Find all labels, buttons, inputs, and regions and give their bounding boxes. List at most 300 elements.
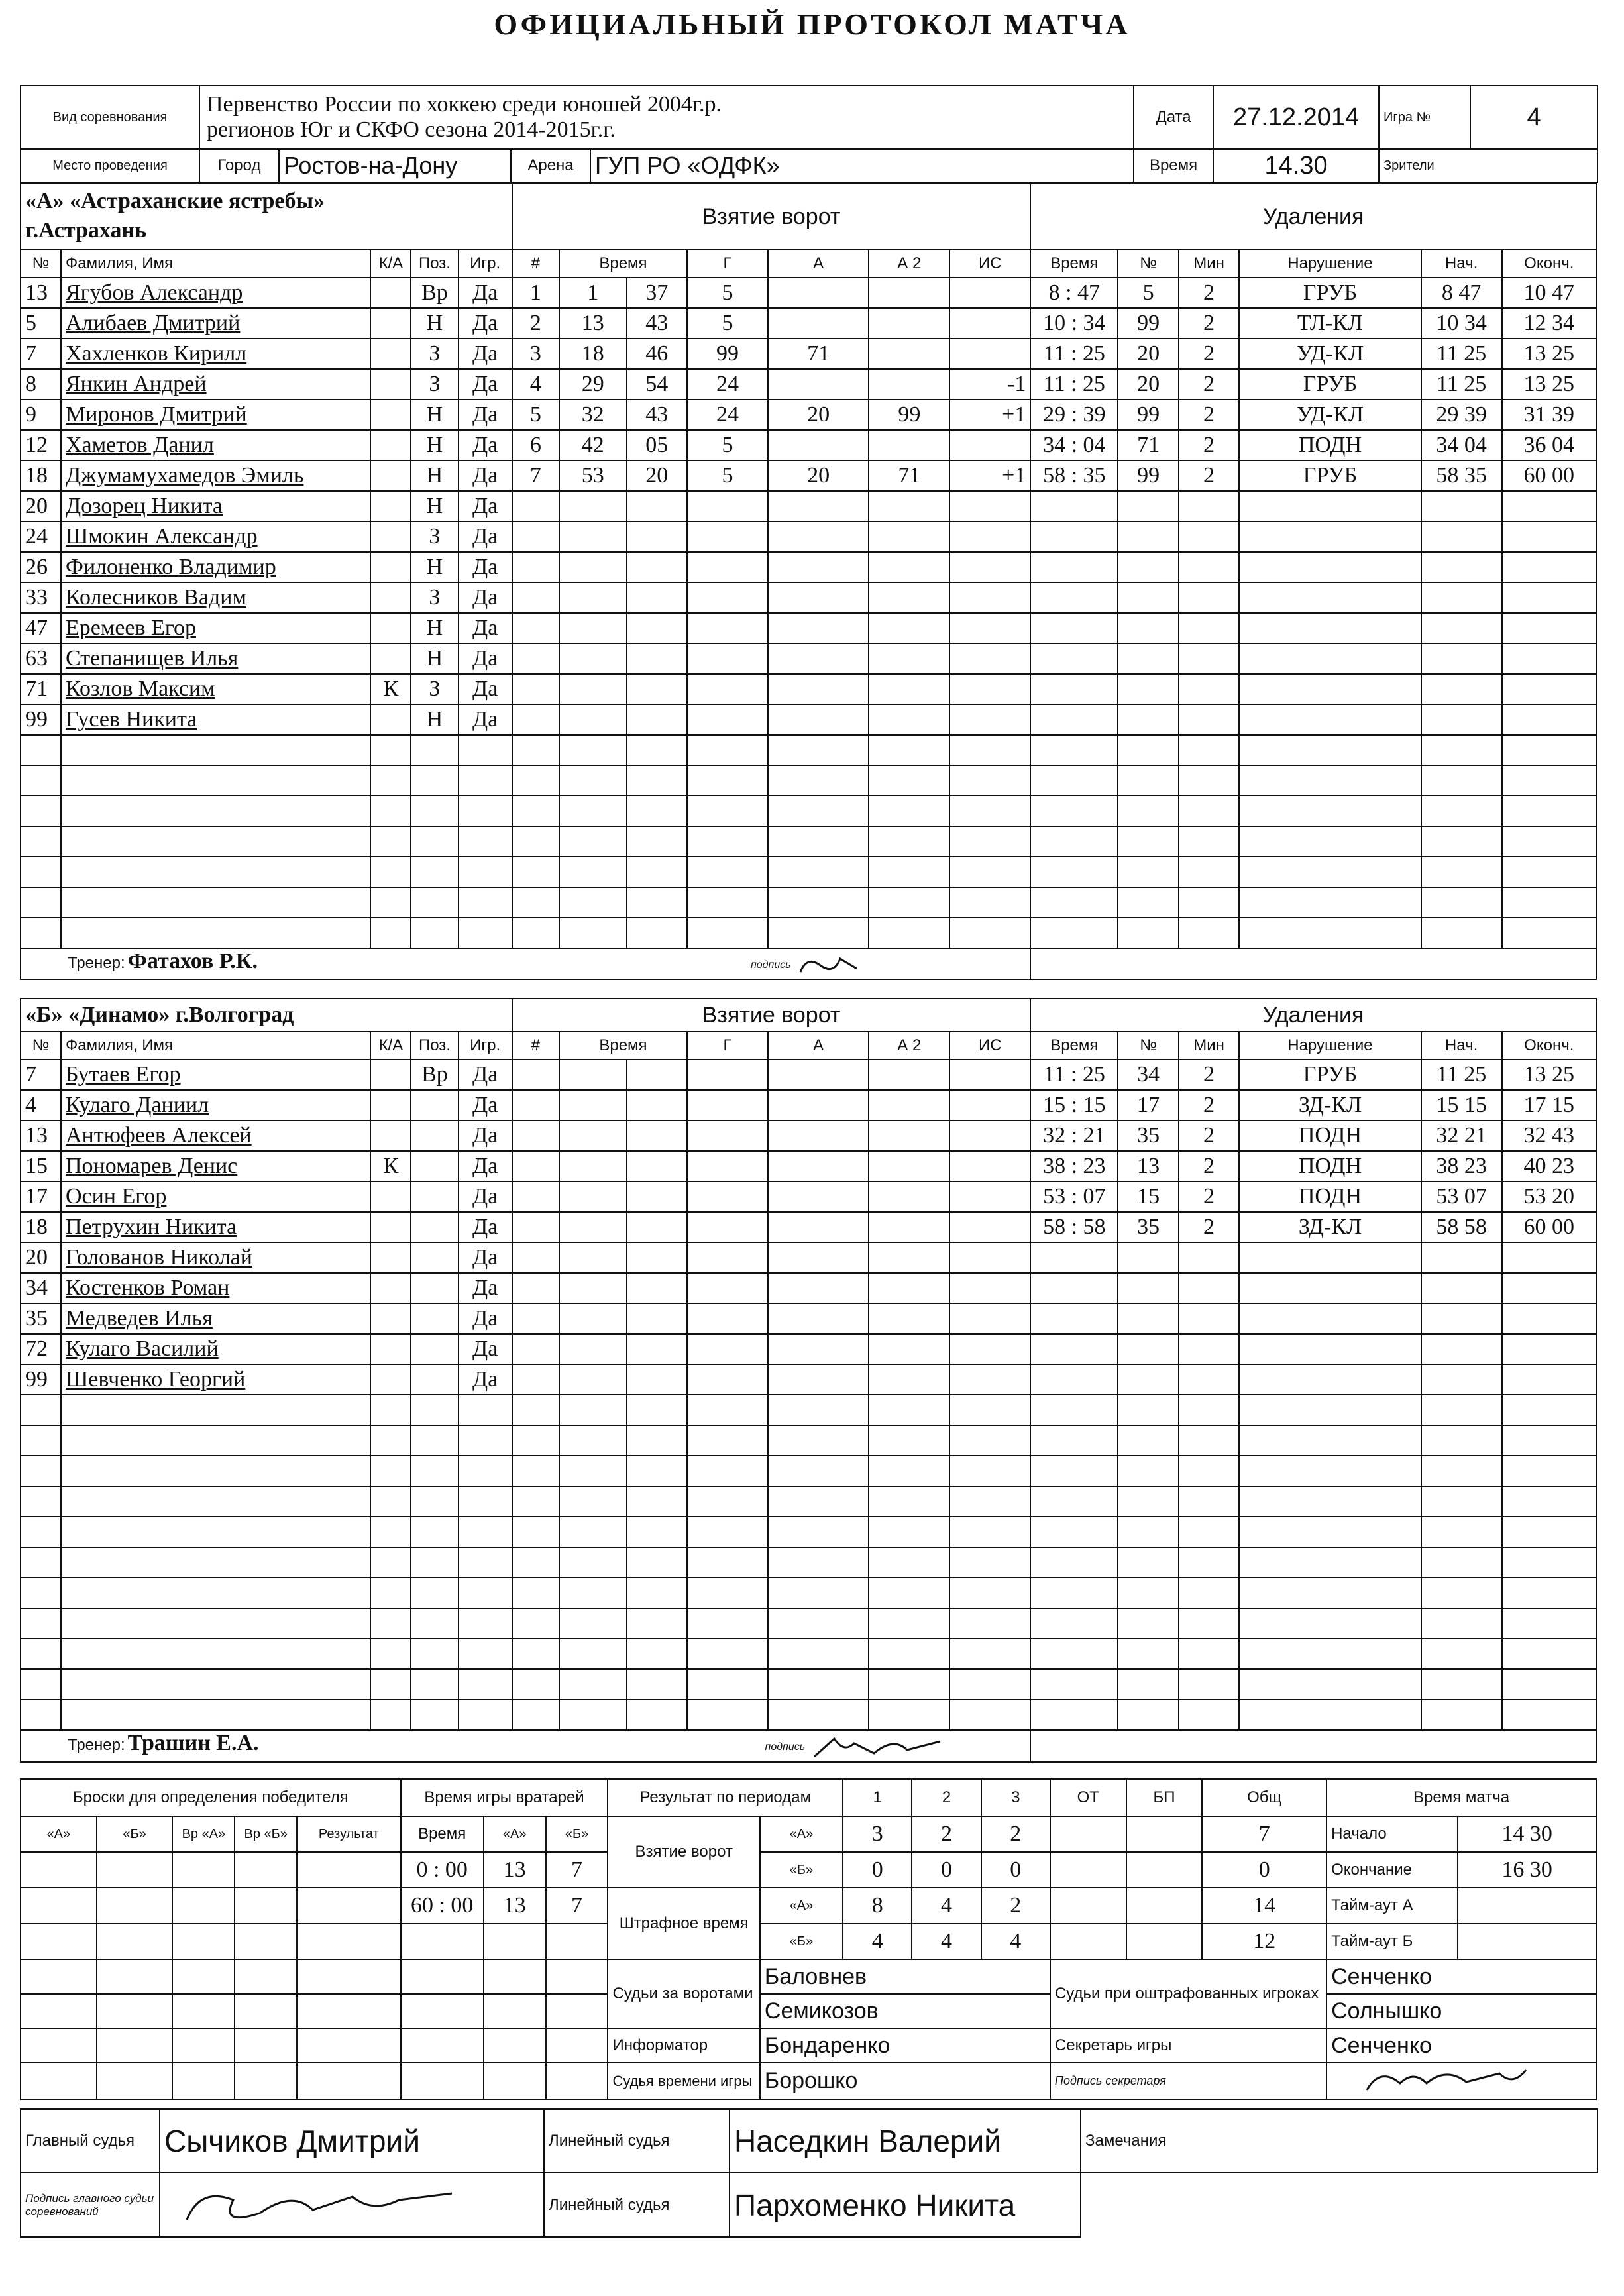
player-name	[61, 1486, 370, 1517]
penalty-end	[1502, 1578, 1596, 1608]
penalty-start	[1421, 1486, 1502, 1517]
goal-minute	[559, 1334, 627, 1364]
table-row	[21, 582, 1596, 613]
penalty-infraction: ЗД-КЛ	[1239, 1090, 1421, 1121]
penalty-end: 40 23	[1502, 1151, 1596, 1181]
goal-number	[512, 918, 559, 948]
goal-assist	[768, 674, 869, 704]
goals-a-p3: 2	[981, 1816, 1050, 1852]
player-played: Да	[459, 582, 512, 613]
goal-scorer	[687, 1456, 768, 1486]
penalty-player	[1118, 704, 1178, 735]
goal-minute	[559, 1364, 627, 1395]
remarks-label: Замечания	[1081, 2109, 1597, 2173]
goal-minute	[559, 1547, 627, 1578]
table-row	[21, 918, 1596, 948]
col-pos: Поз.	[411, 1032, 458, 1060]
goal-second	[627, 857, 687, 887]
goal-second	[627, 1121, 687, 1151]
end-label: Окончание	[1326, 1852, 1458, 1888]
penalty-time: 10 : 34	[1030, 308, 1118, 339]
goal-scorer	[687, 1669, 768, 1700]
player-number	[21, 765, 61, 796]
player-position	[411, 765, 458, 796]
goal-minute: 42	[559, 430, 627, 461]
penalty-minutes	[1179, 826, 1239, 857]
player-role	[370, 1425, 411, 1456]
player-number	[21, 1669, 61, 1700]
goal-minute	[559, 1181, 627, 1212]
secretary-signature	[1327, 2063, 1566, 2095]
penalty-judge-2: Солнышко	[1326, 1994, 1596, 2028]
penalty-minutes	[1179, 1242, 1239, 1273]
player-played: Да	[459, 1273, 512, 1303]
gk-row2-b: 7	[546, 1888, 608, 1924]
goal-second	[627, 643, 687, 674]
goal-assist	[768, 308, 869, 339]
player-role	[370, 735, 411, 765]
penalty-time	[1030, 613, 1118, 643]
col-goal-assist2: А 2	[869, 250, 949, 278]
period-3: 3	[981, 1779, 1050, 1816]
penalty-infraction	[1239, 491, 1421, 521]
goal-minute	[559, 857, 627, 887]
period-2: 2	[912, 1779, 981, 1816]
penalty-infraction	[1239, 552, 1421, 582]
col-name: Фамилия, Имя	[61, 250, 370, 278]
goal-second	[627, 1608, 687, 1639]
penalty-minutes: 2	[1179, 339, 1239, 369]
penalty-time	[1030, 582, 1118, 613]
player-role	[370, 400, 411, 430]
player-role	[370, 1547, 411, 1578]
penalty-minutes: 2	[1179, 1090, 1239, 1121]
player-position: Н	[411, 461, 458, 491]
penalty-start	[1421, 735, 1502, 765]
penalty-infraction	[1239, 1639, 1421, 1669]
player-position: Н	[411, 552, 458, 582]
goal-second	[627, 1425, 687, 1456]
col-pen-time: Время	[1030, 250, 1118, 278]
player-position: Н	[411, 613, 458, 643]
pim-label: Штрафное время	[608, 1888, 759, 1959]
penalty-player	[1118, 887, 1178, 918]
goal-number	[512, 796, 559, 826]
goal-second	[627, 1151, 687, 1181]
gk-col-a: «А»	[484, 1816, 546, 1852]
goal-scorer	[687, 704, 768, 735]
player-played: Да	[459, 400, 512, 430]
penalty-player: 17	[1118, 1090, 1178, 1121]
venue-label: Место проведения	[21, 149, 199, 182]
penalty-minutes: 2	[1179, 461, 1239, 491]
goal-assist2	[869, 1639, 949, 1669]
goal-strength	[949, 887, 1030, 918]
period-1: 1	[843, 1779, 912, 1816]
penalty-player	[1118, 796, 1178, 826]
player-role	[370, 1242, 411, 1273]
goal-assist	[768, 491, 869, 521]
penalty-start	[1421, 613, 1502, 643]
penalty-infraction	[1239, 613, 1421, 643]
penalty-start: 29 39	[1421, 400, 1502, 430]
goal-minute	[559, 1395, 627, 1425]
shootout-col-b: «Б»	[97, 1816, 173, 1852]
goal-assist2	[869, 1486, 949, 1517]
goal-scorer: 5	[687, 308, 768, 339]
penalty-infraction: ГРУБ	[1239, 1060, 1421, 1090]
goal-second: 43	[627, 308, 687, 339]
penalty-minutes: 2	[1179, 400, 1239, 430]
goals-team-b: «Б»	[760, 1852, 843, 1888]
penalty-end	[1502, 887, 1596, 918]
col-play: Игр.	[459, 250, 512, 278]
goal-second	[627, 521, 687, 552]
informer-label: Информатор	[608, 2028, 759, 2063]
player-played: Да	[459, 521, 512, 552]
goal-minute	[559, 552, 627, 582]
period-so: БП	[1126, 1779, 1203, 1816]
player-number: 7	[21, 339, 61, 369]
penalty-start: 58 35	[1421, 461, 1502, 491]
player-role	[370, 491, 411, 521]
penalty-player	[1118, 1364, 1178, 1395]
penalty-start	[1421, 1334, 1502, 1364]
player-played: Да	[459, 1242, 512, 1273]
goals-a-total: 7	[1202, 1816, 1326, 1852]
penalty-infraction	[1239, 765, 1421, 796]
goal-strength	[949, 1364, 1030, 1395]
penalty-time: 15 : 15	[1030, 1090, 1118, 1121]
penalty-minutes	[1179, 1456, 1239, 1486]
goal-scorer	[687, 1364, 768, 1395]
col-pen-num: №	[1118, 1032, 1178, 1060]
penalty-minutes	[1179, 491, 1239, 521]
goal-scorer	[687, 918, 768, 948]
penalty-minutes	[1179, 735, 1239, 765]
penalty-start	[1421, 1578, 1502, 1608]
penalty-player	[1118, 735, 1178, 765]
penalty-end	[1502, 1364, 1596, 1395]
table-row	[21, 887, 1596, 918]
player-played: Да	[459, 491, 512, 521]
table-row	[21, 765, 1596, 796]
player-number: 5	[21, 308, 61, 339]
penalty-infraction	[1239, 1334, 1421, 1364]
goal-scorer	[687, 643, 768, 674]
col-goal-num: #	[512, 250, 559, 278]
penalty-start	[1421, 1273, 1502, 1303]
player-played: Да	[459, 278, 512, 308]
date-label: Дата	[1134, 85, 1213, 149]
table-row	[21, 1395, 1596, 1425]
player-position: Н	[411, 400, 458, 430]
goal-assist	[768, 1425, 869, 1456]
penalty-minutes: 2	[1179, 1060, 1239, 1090]
player-role	[370, 1364, 411, 1395]
goals-label: Взятие ворот	[608, 1816, 759, 1888]
player-role	[370, 1303, 411, 1334]
goal-assist2	[869, 765, 949, 796]
goals-b-total: 0	[1202, 1852, 1326, 1888]
penalty-minutes	[1179, 1700, 1239, 1730]
goal-minute	[559, 765, 627, 796]
goal-second: 20	[627, 461, 687, 491]
penalty-end	[1502, 918, 1596, 948]
goal-number	[512, 1395, 559, 1425]
player-position	[411, 1578, 458, 1608]
goal-scorer: 5	[687, 461, 768, 491]
penalty-player: 34	[1118, 1060, 1178, 1090]
player-number: 17	[21, 1181, 61, 1212]
penalty-time	[1030, 1486, 1118, 1517]
penalty-minutes	[1179, 674, 1239, 704]
linesman-2-name: Пархоменко Никита	[730, 2173, 1081, 2237]
goal-assist2	[869, 674, 949, 704]
player-role	[370, 1212, 411, 1242]
goal-second	[627, 826, 687, 857]
goal-number	[512, 674, 559, 704]
penalty-infraction: ПОДН	[1239, 430, 1421, 461]
goal-assist	[768, 1608, 869, 1639]
table-row	[21, 430, 1596, 461]
penalty-time	[1030, 521, 1118, 552]
player-number: 18	[21, 461, 61, 491]
goal-assist	[768, 278, 869, 308]
penalty-start	[1421, 704, 1502, 735]
team-a-header: «А» «Астраханские ястребы»	[25, 189, 325, 213]
goal-scorer: 24	[687, 369, 768, 400]
table-row	[21, 1181, 1596, 1212]
penalty-time	[1030, 887, 1118, 918]
table-row	[21, 1669, 1596, 1700]
goal-number	[512, 552, 559, 582]
goal-minute	[559, 1578, 627, 1608]
penalty-end	[1502, 643, 1596, 674]
table-row	[21, 613, 1596, 643]
penalty-player	[1118, 1669, 1178, 1700]
penalty-time	[1030, 1364, 1118, 1395]
penalty-judges-label: Судьи при оштрафованных игроках	[1050, 1959, 1326, 2028]
player-position: Вр	[411, 1060, 458, 1090]
goal-number	[512, 857, 559, 887]
penalty-player: 20	[1118, 339, 1178, 369]
penalty-infraction	[1239, 1242, 1421, 1273]
penalty-end	[1502, 1669, 1596, 1700]
penalty-player	[1118, 765, 1178, 796]
team-a-coach-label: Тренер:	[68, 954, 125, 972]
goals-b-so	[1126, 1852, 1203, 1888]
player-name	[61, 1517, 370, 1547]
table-row	[21, 308, 1596, 339]
penalty-time: 34 : 04	[1030, 430, 1118, 461]
player-played	[459, 1608, 512, 1639]
goal-assist	[768, 521, 869, 552]
col-goal-assist2: А 2	[869, 1032, 949, 1060]
player-number: 9	[21, 400, 61, 430]
goals-b-p2: 0	[912, 1852, 981, 1888]
player-position: Н	[411, 491, 458, 521]
table-row	[21, 796, 1596, 826]
goal-scorer	[687, 1181, 768, 1212]
penalty-minutes	[1179, 613, 1239, 643]
goal-assist2	[869, 735, 949, 765]
goal-number	[512, 521, 559, 552]
col-goal-time: Время	[559, 1032, 687, 1060]
table-row	[21, 1456, 1596, 1486]
goal-scorer	[687, 1578, 768, 1608]
goal-strength	[949, 765, 1030, 796]
goal-assist	[768, 1242, 869, 1273]
penalty-end: 13 25	[1502, 369, 1596, 400]
goal-second	[627, 1212, 687, 1242]
col-pen-min: Мин	[1179, 1032, 1239, 1060]
table-row	[21, 1425, 1596, 1456]
goal-second	[627, 613, 687, 643]
col-pen-end: Оконч.	[1502, 1032, 1596, 1060]
table-row	[21, 1060, 1596, 1090]
goal-scorer	[687, 796, 768, 826]
goal-number	[512, 1334, 559, 1364]
player-position	[411, 918, 458, 948]
player-played: Да	[459, 1364, 512, 1395]
goal-scorer	[687, 1090, 768, 1121]
player-played	[459, 826, 512, 857]
col-goal-num: #	[512, 1032, 559, 1060]
goal-second	[627, 765, 687, 796]
goal-minute: 1	[559, 278, 627, 308]
goal-strength	[949, 1242, 1030, 1273]
penalty-player	[1118, 491, 1178, 521]
goal-minute	[559, 796, 627, 826]
goal-assist2	[869, 1608, 949, 1639]
linesman-1-label: Линейный судья	[544, 2109, 730, 2173]
goal-scorer	[687, 1121, 768, 1151]
player-role	[370, 1639, 411, 1669]
player-position: З	[411, 339, 458, 369]
player-position	[411, 1425, 458, 1456]
penalty-infraction	[1239, 1669, 1421, 1700]
penalty-player	[1118, 1486, 1178, 1517]
penalty-minutes	[1179, 704, 1239, 735]
table-row	[21, 1364, 1596, 1395]
player-played: Да	[459, 552, 512, 582]
goal-number	[512, 1700, 559, 1730]
player-role	[370, 643, 411, 674]
player-role	[370, 1090, 411, 1121]
goal-assist2	[869, 1273, 949, 1303]
player-name: Хаметов Данил	[61, 430, 370, 461]
player-role	[370, 796, 411, 826]
table-row	[21, 339, 1596, 369]
chief-referee-name: Сычиков Дмитрий	[160, 2109, 544, 2173]
goals-b-ot	[1050, 1852, 1126, 1888]
goal-second	[627, 1181, 687, 1212]
player-name: Антюфеев Алексей	[61, 1121, 370, 1151]
player-number	[21, 1425, 61, 1456]
player-position	[411, 1395, 458, 1425]
penalty-minutes	[1179, 643, 1239, 674]
player-name: Колесников Вадим	[61, 582, 370, 613]
goal-scorer	[687, 1700, 768, 1730]
penalty-time	[1030, 765, 1118, 796]
penalty-minutes	[1179, 1578, 1239, 1608]
penalty-end	[1502, 1486, 1596, 1517]
penalty-start	[1421, 1639, 1502, 1669]
penalty-end	[1502, 1608, 1596, 1639]
spectators-label: Зрители	[1379, 149, 1597, 182]
table-row	[21, 674, 1596, 704]
penalty-infraction: ГРУБ	[1239, 461, 1421, 491]
periods-label: Результат по периодам	[608, 1779, 843, 1816]
table-row	[21, 1212, 1596, 1242]
penalty-player: 99	[1118, 400, 1178, 430]
goal-second: 37	[627, 278, 687, 308]
penalty-minutes: 2	[1179, 308, 1239, 339]
player-number	[21, 1700, 61, 1730]
player-name	[61, 887, 370, 918]
penalty-player	[1118, 1456, 1178, 1486]
goal-assist	[768, 430, 869, 461]
goal-assist2	[869, 918, 949, 948]
goal-minute	[559, 1273, 627, 1303]
player-position	[411, 887, 458, 918]
penalty-player	[1118, 674, 1178, 704]
team-a-coach: Фатахов Р.К.	[127, 949, 258, 973]
penalty-minutes	[1179, 1425, 1239, 1456]
goal-second	[627, 1669, 687, 1700]
goal-strength	[949, 643, 1030, 674]
col-goal-scorer: Г	[687, 1032, 768, 1060]
competition-line1: Первенство России по хоккею среди юношей 2004г.р.	[207, 92, 722, 117]
start-label: Начало	[1326, 1816, 1458, 1852]
penalty-player	[1118, 582, 1178, 613]
player-position	[411, 1273, 458, 1303]
goal-scorer	[687, 1425, 768, 1456]
penalty-player	[1118, 1273, 1178, 1303]
goal-second	[627, 796, 687, 826]
player-position: З	[411, 674, 458, 704]
col-goal-strength: ИС	[949, 250, 1030, 278]
penalty-time	[1030, 552, 1118, 582]
player-position: Н	[411, 704, 458, 735]
penalty-start	[1421, 674, 1502, 704]
table-row	[21, 1334, 1596, 1364]
goal-assist2	[869, 613, 949, 643]
penalty-player	[1118, 613, 1178, 643]
player-role	[370, 369, 411, 400]
penalty-end	[1502, 1456, 1596, 1486]
secretary-sign-label: Подпись секретаря	[1050, 2063, 1326, 2099]
goal-strength	[949, 1060, 1030, 1090]
goal-minute: 18	[559, 339, 627, 369]
goal-assist2	[869, 643, 949, 674]
goal-second: 05	[627, 430, 687, 461]
goal-strength	[949, 674, 1030, 704]
pim-a-p3: 2	[981, 1888, 1050, 1924]
col-pen-infraction: Нарушение	[1239, 1032, 1421, 1060]
table-row	[21, 1578, 1596, 1608]
goal-number	[512, 613, 559, 643]
penalty-infraction	[1239, 1486, 1421, 1517]
penalty-minutes: 2	[1179, 369, 1239, 400]
penalty-time	[1030, 643, 1118, 674]
goal-number: 4	[512, 369, 559, 400]
team-b-table	[20, 998, 1597, 1763]
player-number	[21, 1486, 61, 1517]
penalty-infraction: ПОДН	[1239, 1121, 1421, 1151]
penalty-infraction	[1239, 1425, 1421, 1456]
